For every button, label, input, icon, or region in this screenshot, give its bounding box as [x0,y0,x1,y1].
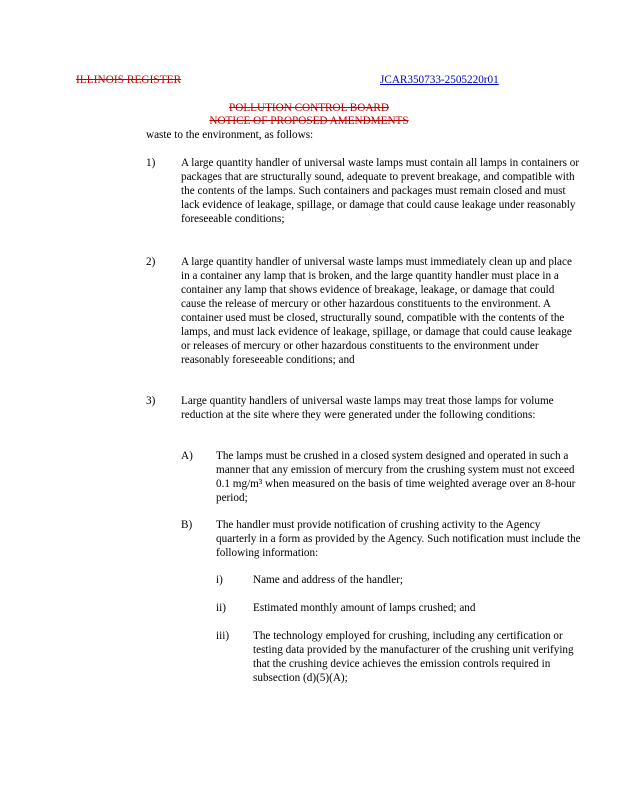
lead-paragraph: waste to the environment, as follows: [146,129,314,141]
notice-title: NOTICE OF PROPOSED AMENDMENTS [209,115,409,127]
item-number: 2) [146,256,156,268]
sub-sub-item-text: The technology employed for crushing, including any certification or testing data provided by the manufacturer of the crushing unit verifying that the crushing device achieves the emission controls required in subsection (d)(5)(A); [253,630,574,684]
sub-item-text: The lamps must be crushed in a closed system designed and operated in such a manner that any emission of mercury from the crushing system must not exceed 0.1 mg/m³ when measured on the basis of time weighted average over an 8-hour period; [216,450,576,504]
item-text: A large quantity handler of universal waste lamps must immediately clean up and place in a container any lamp that is broken, and the large quantity handler must place in a container any lamp that shows evidence of breakage, leakage, or damage that could cause the release of mercury or other hazardous constituents to the environment. A container used must be closed, structurally sound, compatible with the contents of the lamps, and must lack evidence of leakage, spillage, or damage that could cause leakage or releases of mercury or other hazardous constituents to the environment under reasonably foreseeable conditions; and [181,256,572,366]
sub-sub-item-number: iii) [216,630,230,642]
item-number: 3) [146,395,156,407]
item-text: A large quantity handler of universal waste lamps must contain all lamps in containers or packages that are structurally sound, adequate to prevent breakage, and compatible with the contents of the lamps. Such containers and packages must remain closed and must lack evidence of leakage, spillage, or damage that could cause leakage under reasonably foreseeable conditions; [181,157,580,225]
sub-item-number: A) [181,450,193,462]
item-number: 1) [146,157,156,169]
document-id-link[interactable]: JCAR350733-2505220r01 [380,74,499,86]
sub-item-text: The handler must provide notification of crushing activity to the Agency quarterly in a form as provided by the Agency. Such notification must include the following information: [216,519,581,559]
sub-sub-item-text: Estimated monthly amount of lamps crushed; and [253,602,476,614]
item-text: Large quantity handlers of universal waste lamps may treat those lamps for volume reduction at the site where they were generated under the following conditions: [181,395,554,421]
register-header-label: ILLINOIS REGISTER [76,74,182,86]
board-title: POLLUTION CONTROL BOARD [229,102,389,114]
sub-sub-item-number: i) [216,574,223,586]
sub-item-number: B) [181,519,193,531]
sub-sub-item-number: ii) [216,602,226,614]
sub-sub-item-text: Name and address of the handler; [253,574,404,586]
